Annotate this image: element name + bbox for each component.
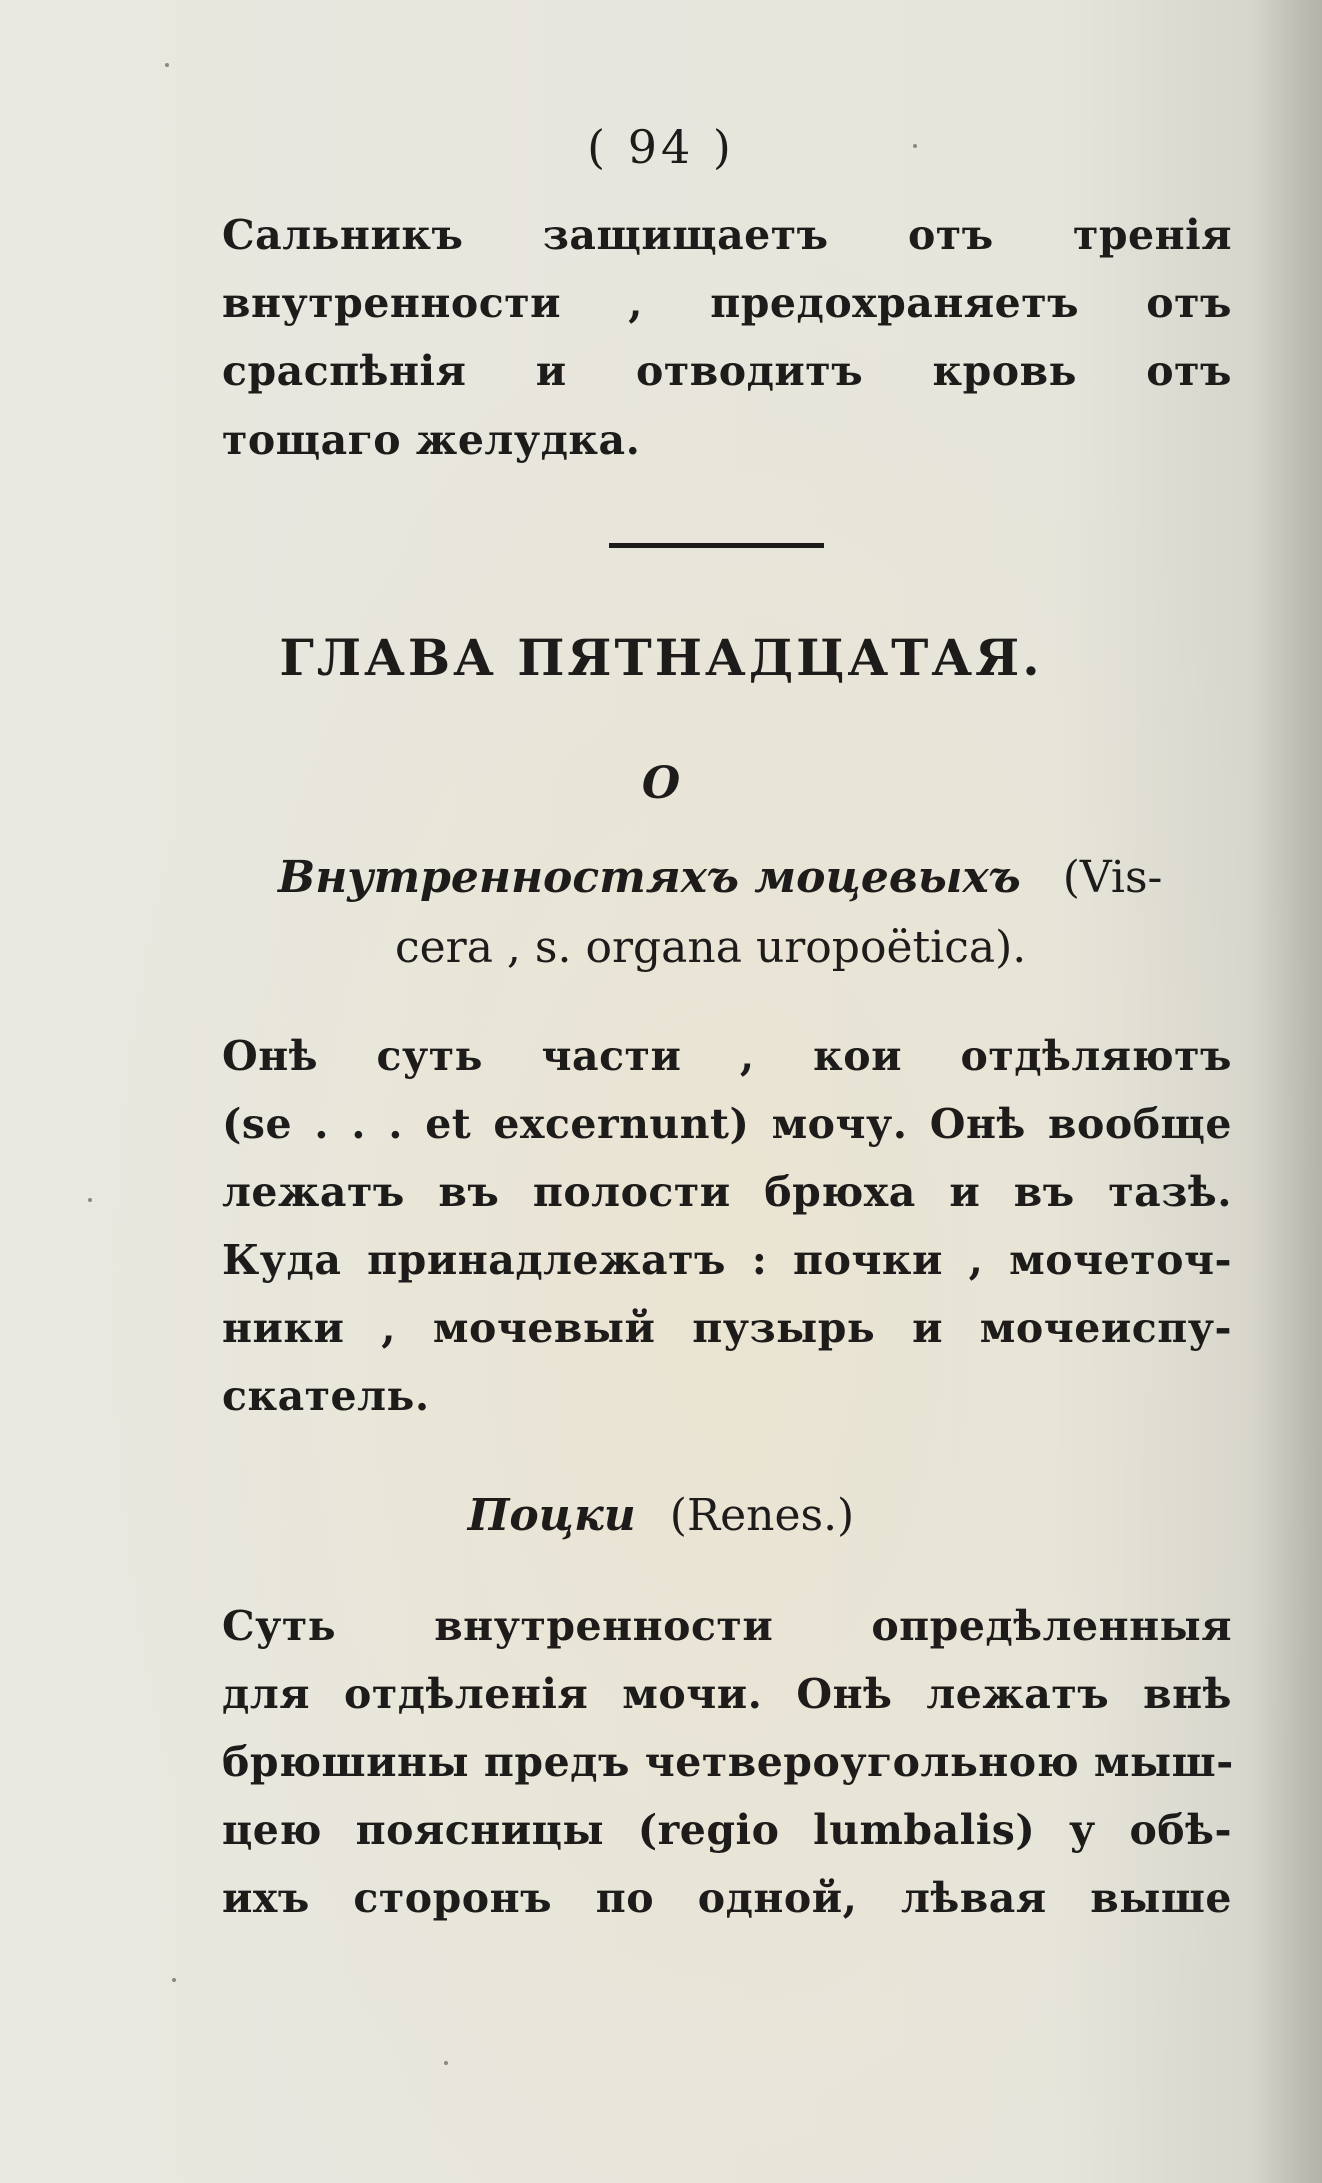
- section-heading-italic: Поцки: [467, 1490, 636, 1541]
- text-line: Сальникъ защищаетъ отъ тренія: [222, 211, 1232, 259]
- page-edge-shadow: [1252, 0, 1322, 2183]
- text-line: (se . . . et excernunt) мочу. Онѣ вообще: [222, 1100, 1232, 1148]
- section-divider: [609, 543, 824, 548]
- section-heading-latin: (Renes.): [669, 1490, 855, 1541]
- text-line: внутренности , предохраняетъ отъ: [222, 279, 1232, 327]
- paper-speck: [165, 63, 169, 67]
- text-line: для отдѣленія мочи. Онѣ лежатъ внѣ: [222, 1670, 1232, 1718]
- text-line: брюшины предъ четвероугольною мыш-: [222, 1738, 1234, 1786]
- chapter-subtitle-latin: (Vis-: [1062, 852, 1163, 903]
- text-line: ники , мочевый пузырь и мочеиспу-: [222, 1304, 1232, 1352]
- text-line: скатель.: [222, 1372, 430, 1420]
- text-line: тощаго желудка.: [222, 416, 641, 464]
- text-line: ихъ сторонъ по одной, лѣвая выше: [222, 1874, 1232, 1922]
- paper-speck: [444, 2061, 448, 2065]
- chapter-preposition: О: [641, 758, 681, 809]
- text-line: Суть внутренности опредѣленныя: [222, 1602, 1232, 1650]
- text-line: сраспѣнія и отводитъ кровь отъ: [222, 347, 1232, 395]
- paper-speck: [172, 1978, 176, 1982]
- text-line: цею поясницы (regio lumbalis) у обѣ-: [222, 1806, 1232, 1854]
- text-line: Куда принадлежатъ : почки , мочеточ-: [222, 1236, 1232, 1284]
- page-number: ( 94 ): [587, 120, 735, 174]
- section-heading: [0, 1490, 1322, 1541]
- chapter-subtitle-italic: Внутренностяхъ моцевыхъ: [278, 852, 1021, 903]
- chapter-subtitle-line-2: cera , s. organa uropoëtica).: [395, 922, 1027, 973]
- text-line: Онѣ суть части , кои отдѣляютъ: [222, 1032, 1232, 1080]
- text-line: лежатъ въ полости брюха и въ тазѣ.: [222, 1168, 1232, 1216]
- chapter-subtitle-line-1: [278, 852, 1162, 903]
- paper-speck: [88, 1198, 92, 1202]
- chapter-title: ГЛАВА ПЯТНАДЦАТАЯ.: [279, 628, 1043, 687]
